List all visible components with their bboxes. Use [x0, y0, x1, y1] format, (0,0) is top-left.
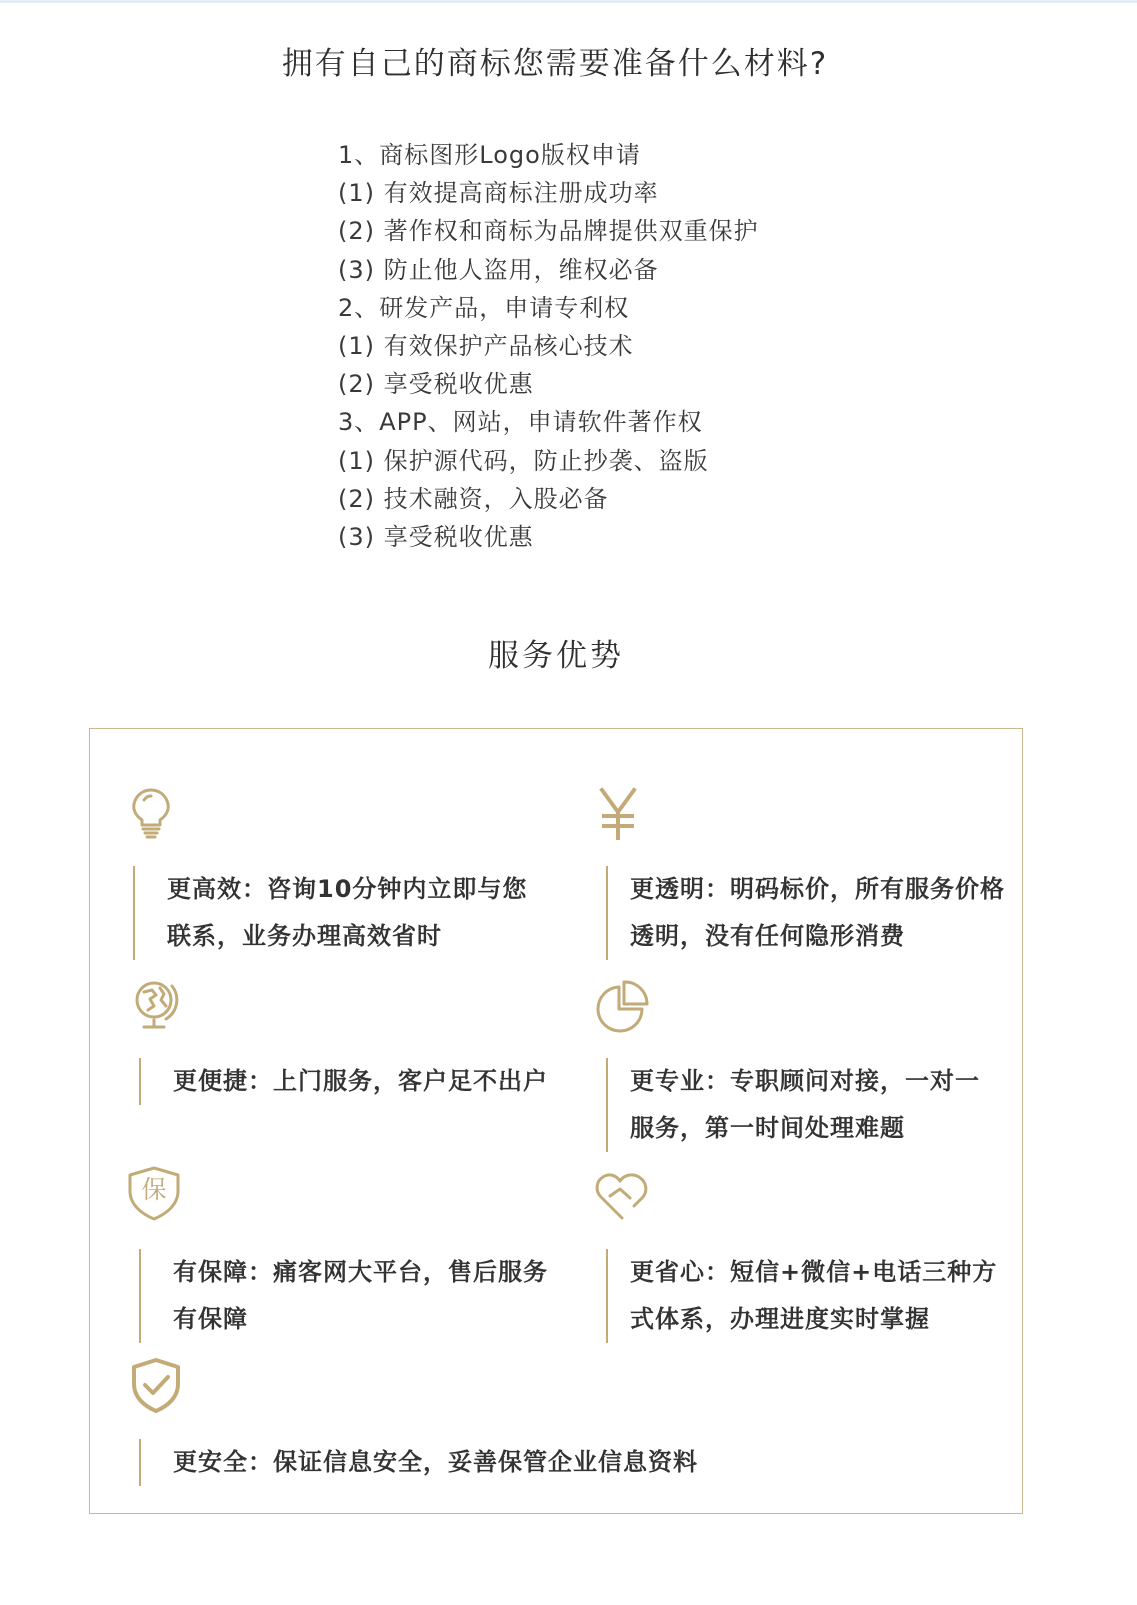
advantage-text [606, 1249, 1026, 1343]
advantage-line: 透明，没有任何隐形消费 [630, 922, 905, 950]
advantage-text [139, 1249, 579, 1343]
top-border-line [0, 0, 1137, 3]
pie-chart-icon [594, 978, 650, 1034]
advantage-text [139, 1058, 579, 1105]
yen-icon [590, 786, 646, 842]
shield-bao-text: 保 [141, 1175, 167, 1204]
materials-item: (2) 著作权和商标为品牌提供双重保护 [338, 217, 759, 246]
advantage-line: 更专业：专职顾问对接，一对一 [630, 1067, 980, 1095]
advantage-line: 更省心：短信+微信+电话三种方 [630, 1258, 998, 1286]
materials-item: (1) 有效保护产品核心技术 [338, 331, 634, 360]
shield-check-icon [128, 1357, 184, 1413]
advantage-line: 有保障：痛客网大平台，售后服务 [173, 1258, 548, 1286]
materials-item: (1) 保护源代码，防止抄袭、盗版 [338, 446, 709, 475]
materials-item: 3、APP、网站，申请软件著作权 [338, 408, 703, 437]
advantage-text [133, 866, 573, 960]
heart-icon [594, 1168, 650, 1224]
advantage-text [606, 1058, 1026, 1152]
page-title: 拥有自己的商标您需要准备什么材料? [281, 46, 829, 82]
materials-item: 2、研发产品，申请专利权 [338, 293, 630, 322]
advantages-title: 服务优势 [488, 638, 624, 674]
materials-item: (2) 技术融资，入股必备 [338, 484, 609, 513]
materials-item: (3) 防止他人盗用，维权必备 [338, 255, 659, 284]
advantage-line: 更透明：明码标价，所有服务价格 [630, 875, 1005, 903]
materials-item: (2) 享受税收优惠 [338, 370, 534, 399]
advantage-line: 更便捷：上门服务，客户足不出户 [173, 1067, 548, 1095]
materials-list [338, 136, 759, 556]
materials-item: (3) 享受税收优惠 [338, 522, 534, 551]
advantage-text [606, 866, 1026, 960]
globe-icon [128, 976, 184, 1032]
advantage-line: 服务，第一时间处理难题 [630, 1114, 905, 1142]
lightbulb-icon [123, 786, 179, 842]
materials-item: 1、商标图形Logo版权申请 [338, 141, 641, 169]
advantage-text [139, 1439, 859, 1486]
advantage-line: 更高效：咨询10分钟内立即与您 [167, 875, 528, 903]
materials-item: (1) 有效提高商标注册成功率 [338, 179, 659, 208]
advantage-line: 式体系，办理进度实时掌握 [630, 1305, 930, 1333]
advantage-line: 更安全：保证信息安全，妥善保管企业信息资料 [173, 1448, 698, 1476]
advantage-line: 有保障 [173, 1305, 248, 1333]
shield-bao-icon [126, 1165, 182, 1221]
advantage-line: 联系，业务办理高效省时 [167, 922, 442, 950]
